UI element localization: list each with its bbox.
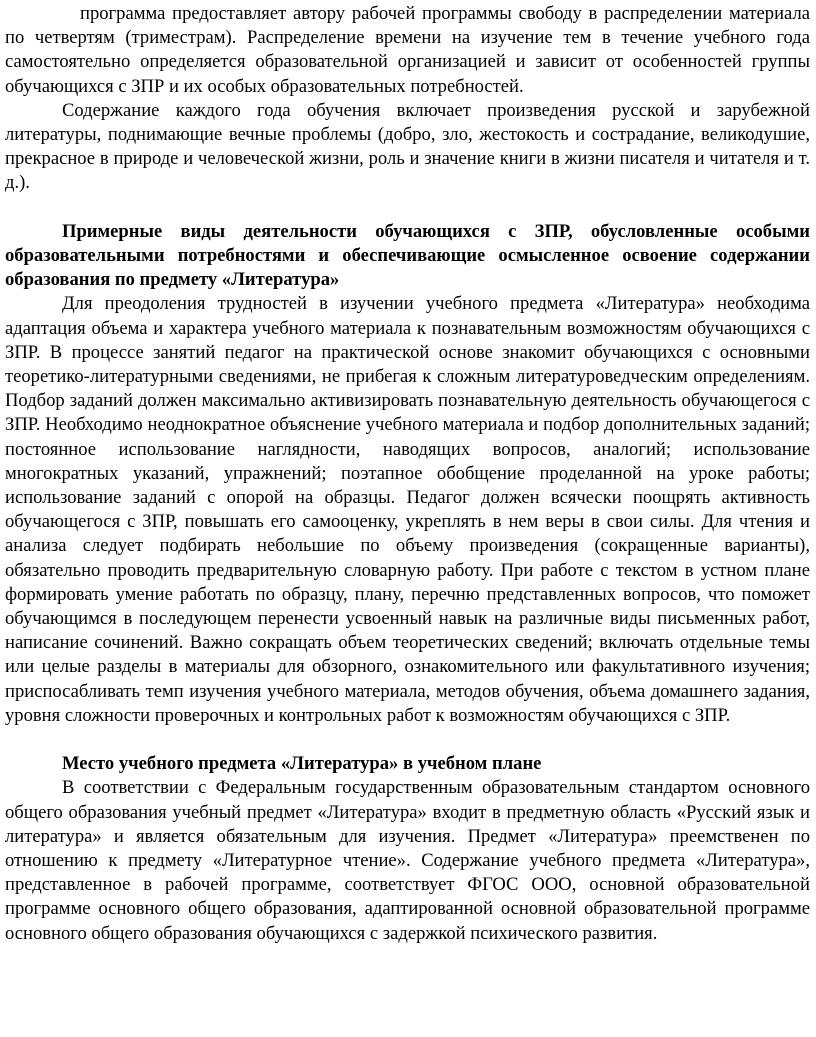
heading-place-in-curriculum: Место учебного предмета «Литература» в учебном плане — [62, 753, 542, 775]
heading-activities: Примерные виды деятельности обучающихся с ЗПР, обусловленные особыми образовательными потребностями и обеспечивающие осмысленное освоение содержании образования по предмету «Литература» — [5, 220, 810, 291]
paragraph-content: Содержание каждого года обучения включает произведения русской и зарубежной литературы, поднимающие вечные проблемы (добро, зло, жестокость и сострадание, великодушие, прекрасное в природе и человеческой жизни, роль и значение книги в жизни писателя и читателя и т. д.). — [5, 99, 810, 194]
paragraph-activities: Для преодоления трудностей в изучении учебного предмета «Литература» необходима адаптация объема и характера учебного материала к познавательным возможностям обучающихся с ЗПР. В процессе занятий педагог на практической основе знакомит обучающихся с основными теоретико-литературными сведениями, не прибегая к сложным литературоведческим определениям. Подбор заданий должен максимально активизировать познавательную деятельность обучающегося с ЗПР. Необходимо неоднократное объяснение учебного материала и подбор дополнительных заданий; постоянное использование наглядности, наводящих вопросов, аналогий; использование многократных указаний, упражнений; поэтапное обобщение проделанной на уроке работы; использование заданий с опорой на образцы. Педагог должен всячески поощрять активность обучающегося с ЗПР, повышать его самооценку, укреплять в нем веры в свои силы. Для чтения и анализа следует подбирать небольшие по объему произведения (сокращенные варианты), обязательно проводить предварительную словарную работу. При работе с текстом в устном плане формировать умение работать по образцу, плану, перечню представленных вопросов, что поможет обучающимся в последующем перенести усвоенный навык на различные виды письменных работ, написание сочинений. Важно сокращать объем теоретических сведений; включать отдельные темы или целые разделы в материалы для обзорного, ознакомительного или факультативного изучения; приспосабливать темп изучения учебного материала, методов обучения, объема домашнего задания, уровня сложности проверочных и контрольных работ к возможностям обучающихся с ЗПР. — [5, 293, 810, 726]
blank-line — [5, 728, 810, 752]
paragraph-intro: программа предоставляет автору рабочей программы свободу в распределении материала по четвертям (триместрам). Распределение времени на изучение тем в течение учебного года самостоятельно определяется образовательной организацией и зависит от особенностей группы обучающихся с ЗПР и их особых образовательных потребностей. — [5, 3, 810, 97]
paragraph-place-in-curriculum: В соответствии с Федеральным государственным образовательным стандартом основного общего образования учебный предмет «Литература» входит в предметную область «Русский язык и литература» и является обязательным для изучения. Предмет «Литература» преемственен по отношению к предмету «Литературное чтение». Содержание учебного предмета «Литература», представленное в рабочей программе, соответствует ФГОС ООО, основной образовательной программе основного общего образования, адаптированной основной образовательной программе основного общего образования обучающихся с задержкой психического развития. — [5, 777, 810, 944]
blank-line — [5, 196, 810, 220]
